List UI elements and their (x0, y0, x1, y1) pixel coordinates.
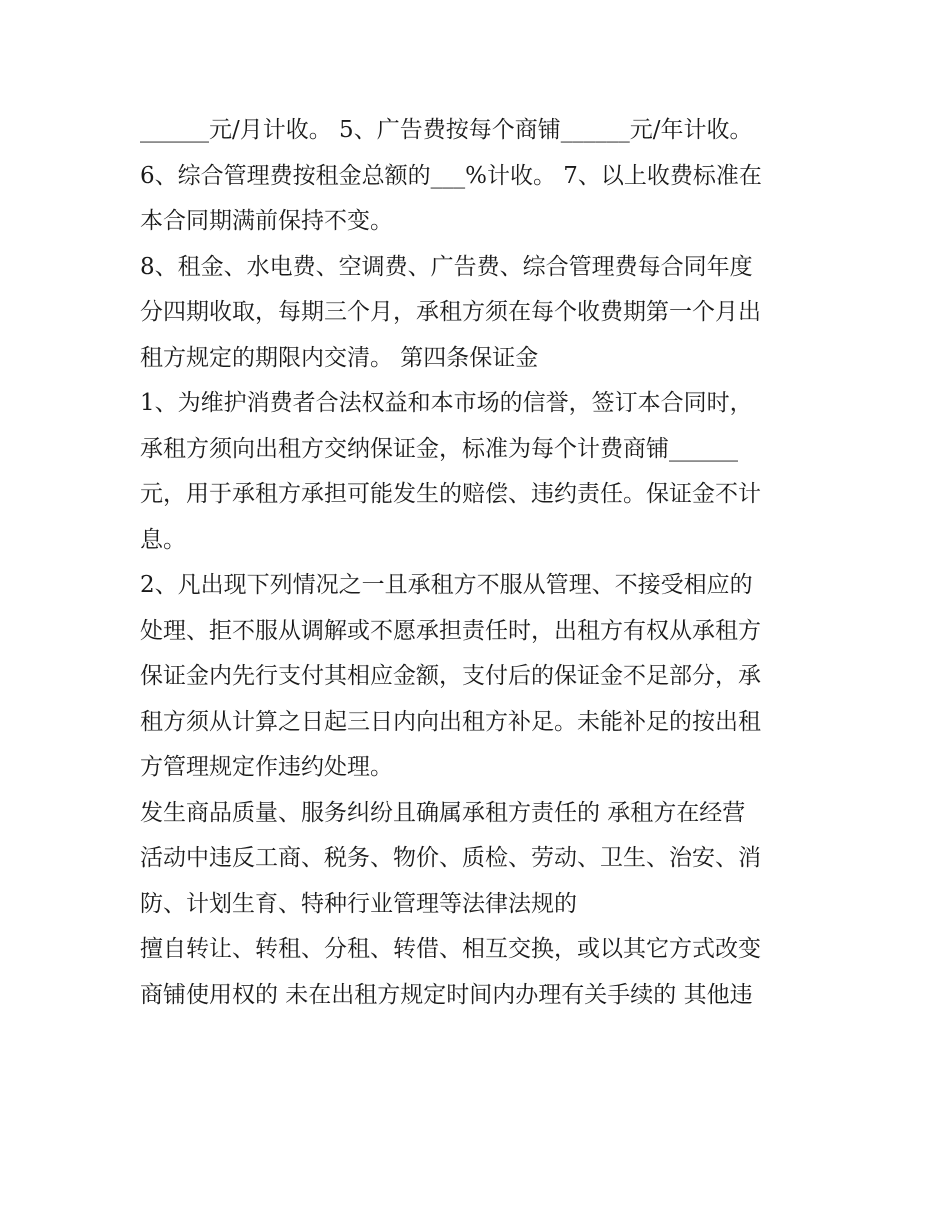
text-line: 承租方须向出租方交纳保证金，标准为每个计费商铺______ (140, 435, 738, 462)
text-line: 方管理规定作违约处理。 (140, 754, 393, 780)
text-line: 商铺使用权的 未在出租方规定时间内办理有关手续的 其他违 (140, 981, 753, 1008)
text-line: 分四期收取，每期三个月，承租方须在每个收费期第一个月出 (140, 299, 761, 325)
text-line: 发生商品质量、服务纠纷且确属承租方责任的 承租方在经营 (140, 799, 746, 826)
text-line: 保证金内先行支付其相应金额，支付后的保证金不足部分，承 (140, 663, 761, 689)
text-line: 2、凡出现下列情况之一且承租方不服从管理、不接受相应的 (140, 572, 753, 598)
text-line: 防、计划生育、特种行业管理等法律法规的 (140, 890, 577, 917)
text-line: ______元/月计收。 5、广告费按每个商铺______元/年计收。 (140, 117, 753, 143)
text-line: 8、租金、水电费、空调费、广告费、综合管理费每合同年度 (140, 253, 753, 280)
text-line: 活动中违反工商、税务、物价、质检、劳动、卫生、治安、消 (140, 845, 761, 871)
text-line: 息。 (140, 526, 186, 553)
document-body (140, 108, 830, 1018)
text-line: 1、为维护消费者合法权益和本市场的信誉，签订本合同时， (140, 390, 753, 416)
text-line: 租方须从计算之日起三日内向出租方补足。未能补足的按出租 (140, 708, 761, 735)
text-line: 擅自转让、转租、分租、转借、相互交换，或以其它方式改变 (140, 936, 761, 962)
text-line: 元，用于承租方承担可能发生的赔偿、违约责任。保证金不计 (140, 481, 761, 507)
text-line: 6、综合管理费按租金总额的___%计收。 7、以上收费标准在 (140, 162, 762, 189)
text-line: 租方规定的期限内交清。 第四条保证金 (140, 344, 539, 371)
text-line: 本合同期满前保持不变。 (140, 208, 393, 234)
text-line: 处理、拒不服从调解或不愿承担责任时，出租方有权从承租方 (140, 617, 761, 644)
